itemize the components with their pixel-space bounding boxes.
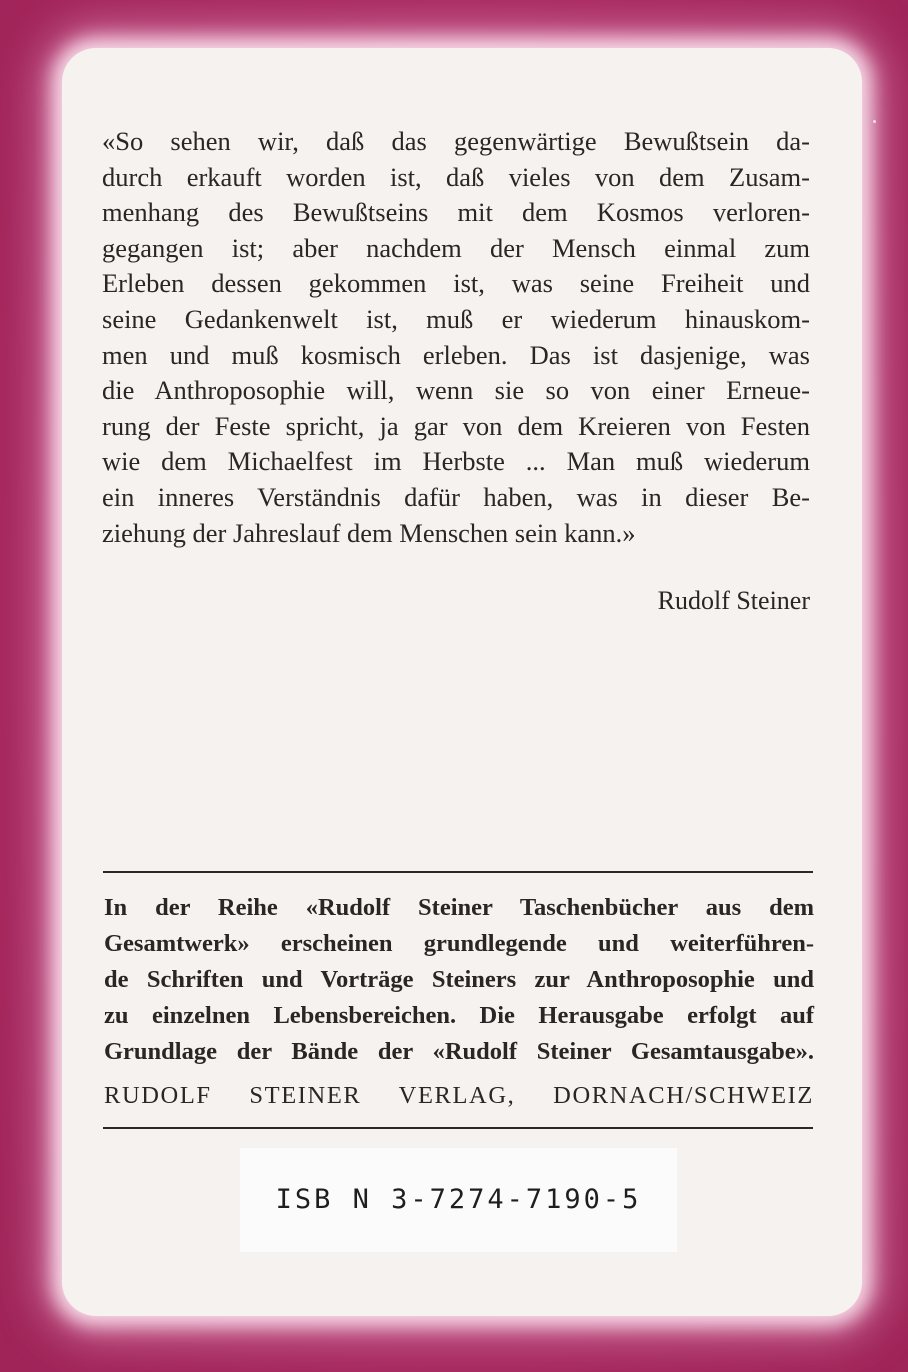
quote-line: wie dem Michaelfest im Herbste ... Man muß wiederum [102,446,810,477]
quote-author: Rudolf Steiner [657,586,810,615]
series-line: In der Reihe «Rudolf Steiner Taschenbücher aus dem [104,894,814,921]
isbn-label [240,1148,677,1252]
quote-line: durch erkauft worden ist, daß vieles von dem Zusam- [102,161,810,192]
quote-line: Erleben dessen gekommen ist, was seine Freiheit und [102,268,810,299]
series-line: zu einzelnen Lebensbereichen. Die Herausgabe erfolgt auf [104,1002,814,1029]
print-speck [873,120,876,123]
quote-line: menhang des Bewußtseins mit dem Kosmos verloren- [102,197,810,228]
divider-bottom [103,1127,813,1129]
steiner-quote [102,124,810,551]
quote-line: ein inneres Verständnis dafür haben, was in dieser Be- [102,481,810,512]
series-line: Gesamtwerk» erscheinen grundlegende und weiterführen- [104,930,814,957]
divider-top [103,871,813,873]
quote-line: die Anthroposophie will, wenn sie so von einer Erneue- [102,375,810,406]
series-description [104,890,814,1070]
quote-line: rung der Feste spricht, ja gar von dem Kreieren von Festen [102,410,810,441]
series-line: de Schriften und Vorträge Steiners zur Anthroposophie und [104,966,814,993]
quote-line: «So sehen wir, daß das gegenwärtige Bewußtsein da- [102,126,810,156]
quote-line: seine Gedankenwelt ist, muß er wiederum hinauskom- [102,303,810,334]
quote-line: men und muß kosmisch erleben. Das ist dasjenige, was [102,339,810,370]
isbn-number: ISB N 3-7274-7190-5 [275,1184,642,1215]
publisher-imprint: RUDOLF STEINER VERLAG, DORNACH/SCHWEIZ [104,1082,814,1109]
quote-line: gegangen ist; aber nachdem der Mensch einmal zum [102,232,810,263]
series-line: Grundlage der Bände der «Rudolf Steiner Gesamtausgabe». [104,1038,814,1065]
quote-line: ziehung der Jahreslauf dem Menschen sein kann.» [102,517,636,548]
